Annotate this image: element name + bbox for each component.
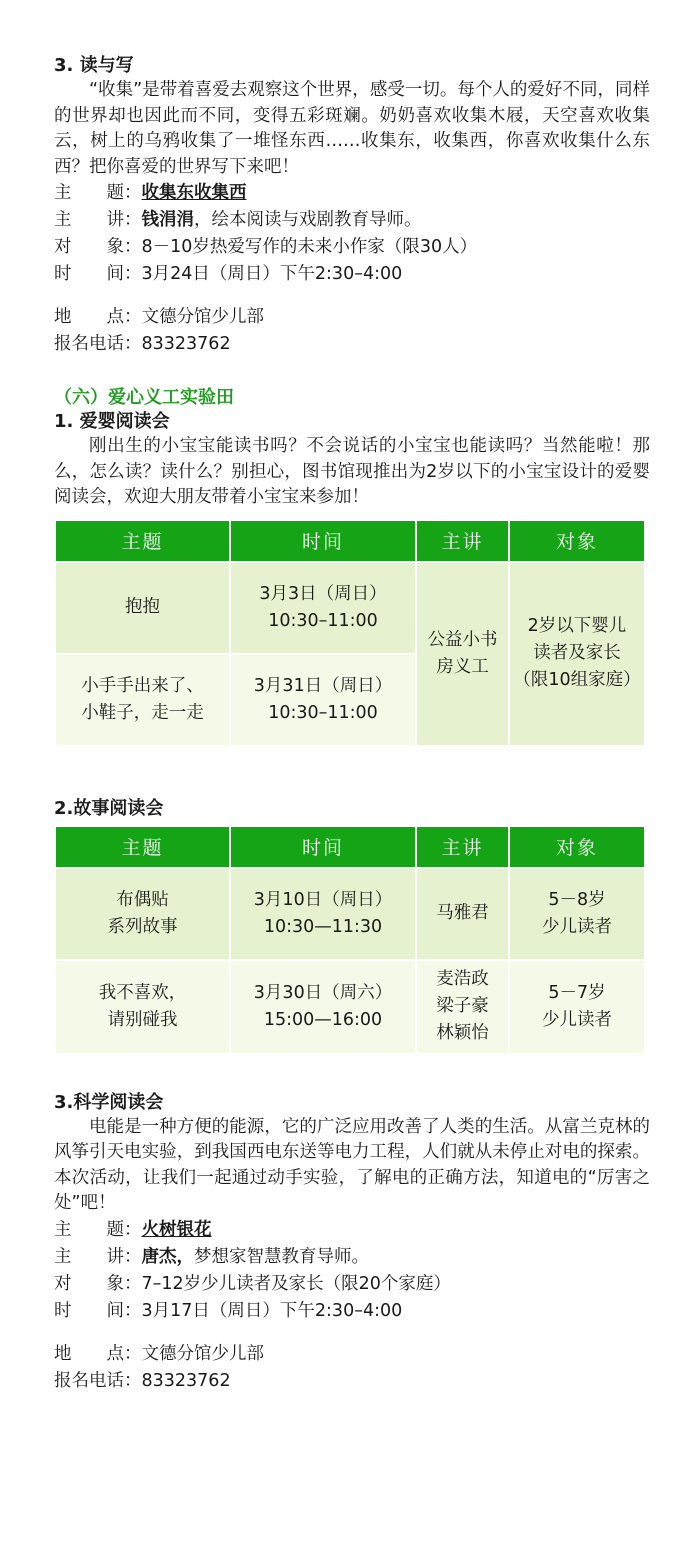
place-value: 文德分馆少儿部: [141, 1343, 264, 1364]
section-paragraph: “收集”是带着喜爱去观察这个世界，感受一切。每个人的爱好不同，同样的世界却也因此而不同，变得五彩斑斓。奶奶喜欢收集木屐，天空喜欢收集云，树上的乌鸦收集了一堆怪东西……收集东，收集西，你喜欢收集什么东西？把你喜爱的世界写下来吧！: [54, 80, 650, 177]
section-heading-read-write: 3. 读与写: [54, 55, 134, 76]
topic-line: [54, 1217, 650, 1244]
place-line: [54, 304, 650, 331]
table-header-audience: 对象: [510, 521, 644, 561]
table-cell-time: 3月31日（周日） 10:30–11:00: [231, 655, 415, 745]
phone-value: 83323762: [141, 334, 231, 354]
audience-label: 对 象：: [54, 1273, 142, 1294]
story-reading-table: [54, 825, 646, 1055]
time-line: [54, 261, 650, 288]
table-cell-topic: 小手手出来了、 小鞋子，走一走: [56, 655, 229, 745]
section-paragraph: 刚出生的小宝宝能读书吗？不会说话的小宝宝也能读吗？当然能啦！那么，怎么读？读什么？别担心，图书馆现推出为2岁以下的小宝宝设计的爱婴阅读会，欢迎大朋友带着小宝宝来参加！: [54, 436, 650, 507]
speaker-label: 主 讲：: [54, 210, 142, 230]
table-header-speaker: 主讲: [417, 521, 508, 561]
place-label: 地 点：: [54, 1343, 142, 1364]
time-line: [54, 1298, 650, 1325]
phone-value: 83323762: [141, 1370, 231, 1391]
table-cell-audience: 5－8岁 少儿读者: [510, 869, 644, 959]
table-cell-topic: 布偶贴 系列故事: [56, 869, 229, 959]
phone-line: [54, 1368, 650, 1395]
table-cell-time: 3月30日（周六） 15:00—16:00: [231, 961, 415, 1053]
place-line: [54, 1341, 650, 1368]
topic-value: 火树银花: [141, 1219, 212, 1240]
section-paragraph: 电能是一种方便的能源，它的广泛应用改善了人类的生活。从富兰克林的风筝引天电实验，到我国西电东送等电力工程，人们就从未停止对电的探索。本次活动，让我们一起通过动手实验，了解电的正确方法，知道电的“厉害之处”吧！: [54, 1116, 650, 1213]
speaker-label: 主 讲：: [54, 1246, 142, 1267]
phone-line: [54, 331, 650, 358]
topic-value: 收集东收集西: [141, 183, 247, 203]
speaker-name: 唐杰，: [141, 1246, 194, 1267]
table-cell-speaker: 麦浩政 梁子豪 林颖怡: [417, 961, 508, 1053]
table-header-speaker: 主讲: [417, 827, 508, 867]
baby-reading-table: [54, 519, 646, 747]
audience-line: [54, 234, 650, 261]
place-value: 文德分馆少儿部: [141, 307, 264, 327]
table-cell-topic: 我不喜欢， 请别碰我: [56, 961, 229, 1053]
section-heading-science-reading: 3.科学阅读会: [54, 1091, 164, 1113]
table-header-topic: 主题: [56, 521, 229, 561]
time-label: 时 间：: [54, 264, 142, 284]
table-cell-topic: 抱抱: [56, 563, 229, 653]
speaker-line: [54, 207, 650, 234]
time-value: 3月17日（周日）下午2:30–4:00: [141, 1300, 403, 1321]
table-row: [56, 869, 644, 959]
speaker-line: [54, 1244, 650, 1271]
table-cell-audience: 5－7岁 少儿读者: [510, 961, 644, 1053]
topic-label: 主 题：: [54, 183, 142, 203]
table-header-time: 时间: [231, 521, 415, 561]
table-cell-speaker: 马雅君: [417, 869, 508, 959]
table-header-topic: 主题: [56, 827, 229, 867]
audience-value: 7–12岁少儿读者及家长（限20个家庭）: [141, 1273, 451, 1294]
table-row: [56, 961, 644, 1053]
speaker-desc: 梦想家智慧教育导师。: [194, 1246, 369, 1267]
audience-line: [54, 1271, 650, 1298]
section-heading-baby-reading: 1. 爱婴阅读会: [54, 411, 170, 432]
time-label: 时 间：: [54, 1300, 142, 1321]
document-page: [54, 54, 650, 1395]
table-cell-audience: 2岁以下婴儿 读者及家长 （限10组家庭）: [510, 563, 644, 745]
phone-label: 报名电话：: [54, 1370, 142, 1391]
audience-value: 8－10岁热爱写作的未来小作家（限30人）: [141, 237, 478, 257]
topic-label: 主 题：: [54, 1219, 142, 1240]
audience-label: 对 象：: [54, 237, 142, 257]
speaker-desc: ，绘本阅读与戏剧教育导师。: [194, 210, 422, 230]
chapter-heading-volunteer: （六）爱心义工实验田: [54, 387, 234, 408]
table-header-time: 时间: [231, 827, 415, 867]
table-cell-time: 3月3日（周日） 10:30–11:00: [231, 563, 415, 653]
phone-label: 报名电话：: [54, 334, 142, 354]
table-header-audience: 对象: [510, 827, 644, 867]
section-heading-story-reading: 2.故事阅读会: [54, 797, 164, 819]
place-label: 地 点：: [54, 307, 142, 327]
table-cell-speaker: 公益小书 房义工: [417, 563, 508, 745]
topic-line: [54, 180, 650, 207]
table-cell-time: 3月10日（周日） 10:30—11:30: [231, 869, 415, 959]
table-row: [56, 563, 644, 653]
time-value: 3月24日（周日）下午2:30–4:00: [141, 264, 403, 284]
speaker-name: 钱涓涓: [141, 210, 194, 230]
